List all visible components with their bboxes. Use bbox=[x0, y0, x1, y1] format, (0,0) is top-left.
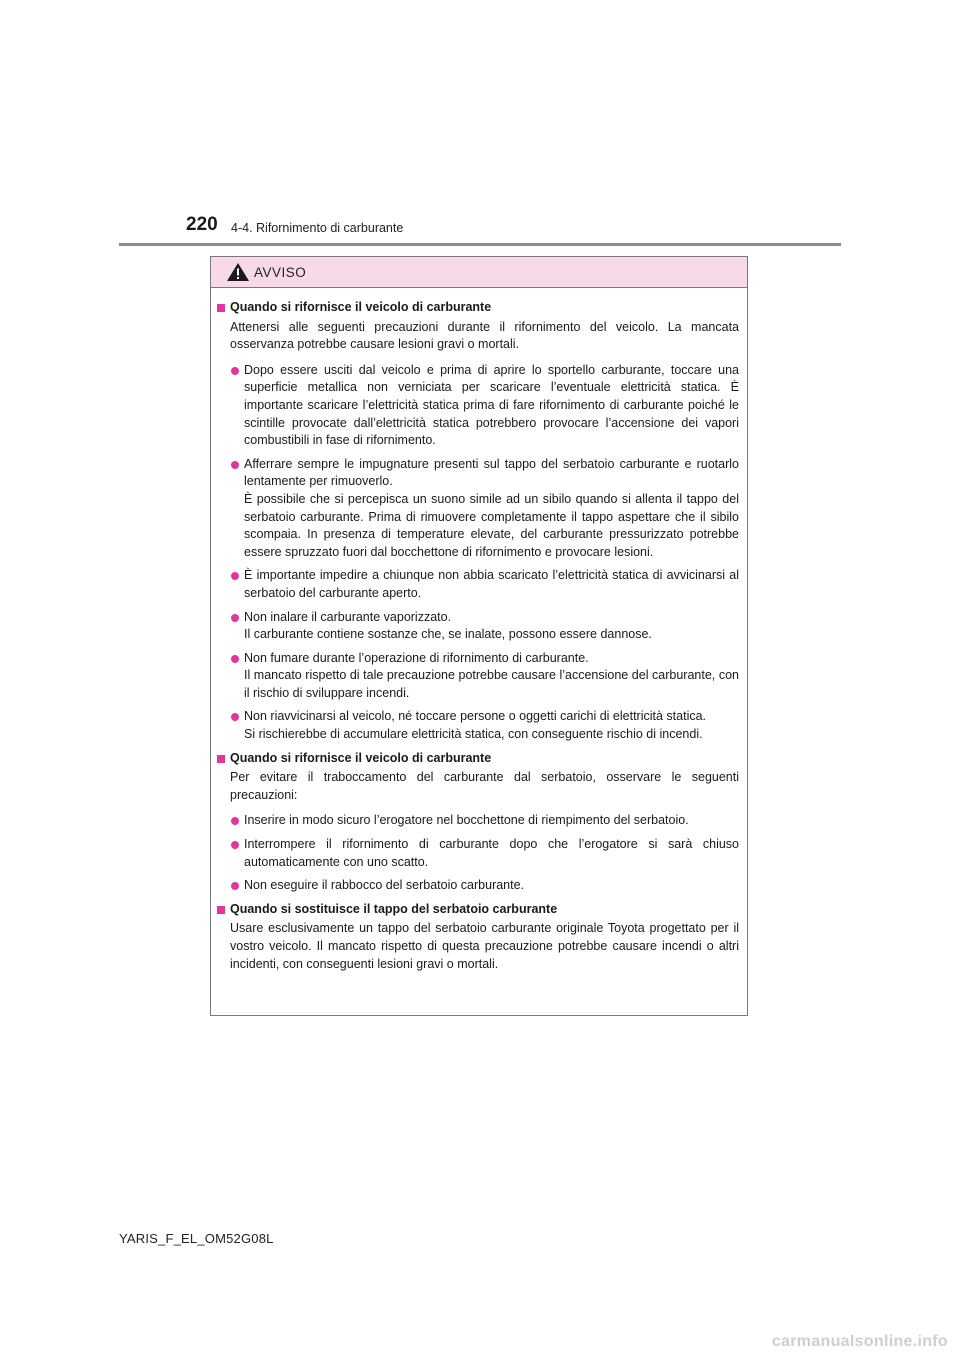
circle-bullet-icon bbox=[231, 817, 239, 825]
section-heading bbox=[217, 299, 739, 317]
section-intro: Per evitare il traboccamento del carburante dal serbatoio, osservare le seguenti precauzioni: bbox=[230, 770, 739, 802]
circle-bullet-icon bbox=[231, 882, 239, 890]
square-bullet-icon bbox=[217, 755, 225, 763]
circle-bullet-icon bbox=[231, 461, 239, 469]
section-heading bbox=[217, 750, 739, 768]
bullet-line: Si rischierebbe di accumulare elettricità statica, con conseguente rischio di incendi. bbox=[244, 727, 703, 742]
bullet-text bbox=[244, 567, 739, 602]
warning-body bbox=[211, 288, 747, 973]
bullet-line: Il carburante contiene sostanze che, se inalate, possono essere dannose. bbox=[244, 627, 652, 642]
bullet-line: Non fumare durante l’operazione di rifornimento di carburante. bbox=[244, 650, 589, 665]
bullet-item bbox=[217, 567, 739, 602]
square-bullet-icon bbox=[217, 906, 225, 914]
circle-bullet-icon bbox=[231, 572, 239, 580]
bullet-text bbox=[244, 708, 739, 743]
circle-bullet-icon bbox=[231, 367, 239, 375]
bullet-text bbox=[244, 362, 739, 450]
bullet-text bbox=[244, 609, 739, 644]
warning-header bbox=[211, 257, 747, 288]
section-heading-text: Quando si sostituisce il tappo del serbatoio carburante bbox=[230, 901, 558, 916]
document-code: YARIS_F_EL_OM52G08L bbox=[119, 1231, 274, 1246]
warning-title: AVVISO bbox=[254, 264, 307, 280]
bullet-line: Il mancato rispetto di tale precauzione potrebbe causare l’accensione del carburante, con il rischio di sviluppare incendi. bbox=[244, 668, 739, 700]
header-rule bbox=[119, 243, 841, 246]
bullet-item bbox=[217, 362, 739, 450]
section-intro: Usare esclusivamente un tappo del serbatoio carburante originale Toyota progettato per il vostro veicolo. Il mancato rispetto di questa precauzione potrebbe causare incendi o altri incidenti, con conseguenti lesioni gravi o mortali. bbox=[230, 921, 739, 971]
bullet-text bbox=[244, 456, 739, 562]
bullet-line: Inserire in modo sicuro l’erogatore nel bocchettone di riempimento del serbatoio. bbox=[244, 813, 689, 828]
bullet-item bbox=[217, 456, 739, 562]
section-heading-text: Quando si rifornisce il veicolo di carburante bbox=[230, 750, 492, 765]
circle-bullet-icon bbox=[231, 614, 239, 622]
circle-bullet-icon bbox=[231, 655, 239, 663]
circle-bullet-icon bbox=[231, 713, 239, 721]
warning-box bbox=[210, 256, 748, 1016]
bullet-line: Non inalare il carburante vaporizzato. bbox=[244, 609, 452, 624]
section-heading bbox=[217, 901, 739, 919]
bullet-line: Non eseguire il rabbocco del serbatoio carburante. bbox=[244, 878, 525, 893]
bullet-item bbox=[217, 836, 739, 871]
bullet-line: Non riavvicinarsi al veicolo, né toccare persone o oggetti carichi di elettricità statica. bbox=[244, 709, 707, 724]
bullet-text bbox=[244, 812, 739, 830]
bullet-item bbox=[217, 877, 739, 895]
section-intro: Attenersi alle seguenti precauzioni durante il rifornimento del veicolo. La mancata osservanza potrebbe causare lesioni gravi o mortali. bbox=[230, 319, 739, 352]
square-bullet-icon bbox=[217, 304, 225, 312]
bullet-item bbox=[217, 708, 739, 743]
section-title: 4-4. Rifornimento di carburante bbox=[231, 221, 404, 235]
bullet-item bbox=[217, 650, 739, 703]
bullet-line: Dopo essere usciti dal veicolo e prima di aprire lo sportello carburante, toccare una superficie metallica non verniciata per scaricare l’eventuale elettricità statica. È importante scaricare l’elettricità statica prima di fare rifornimento di carburante poiché le scintille provocate dall’elettricità statica potrebbero provocare l’accensione dei vapori combustibili in fase di rifornimento. bbox=[244, 362, 739, 448]
bullet-text bbox=[244, 877, 739, 895]
circle-bullet-icon bbox=[231, 841, 239, 849]
bullet-line: È importante impedire a chiunque non abbia scaricato l’elettricità statica di avvicinarsi al serbatoio del carburante aperto. bbox=[244, 568, 739, 600]
bullet-item bbox=[217, 609, 739, 644]
warning-triangle-icon bbox=[226, 262, 250, 282]
watermark: carmanualsonline.info bbox=[771, 1333, 948, 1350]
bullet-text bbox=[244, 836, 739, 871]
bullet-line: Interrompere il rifornimento di carburante dopo che l’erogatore si sarà chiuso automaticamente con uno scatto. bbox=[244, 837, 739, 869]
bullet-line: Afferrare sempre le impugnature presenti sul tappo del serbatoio carburante e ruotarlo lentamente per rimuoverlo. bbox=[244, 456, 739, 489]
section-heading-text: Quando si rifornisce il veicolo di carburante bbox=[230, 300, 492, 314]
bullet-item bbox=[217, 812, 739, 830]
bullet-line: È possibile che si percepisca un suono simile ad un sibilo quando si allenta il tappo del serbatoio carburante. Prima di rimuovere completamente il tappo aspettare che il sibilo scompaia. In presenza di temperature elevate, del carburante pressurizzato potrebbe essere spruzzato fuori dal bocchettone di rifornimento e provocare lesioni. bbox=[244, 491, 739, 559]
bullet-text bbox=[244, 650, 739, 703]
page-number: 220 bbox=[186, 214, 218, 235]
